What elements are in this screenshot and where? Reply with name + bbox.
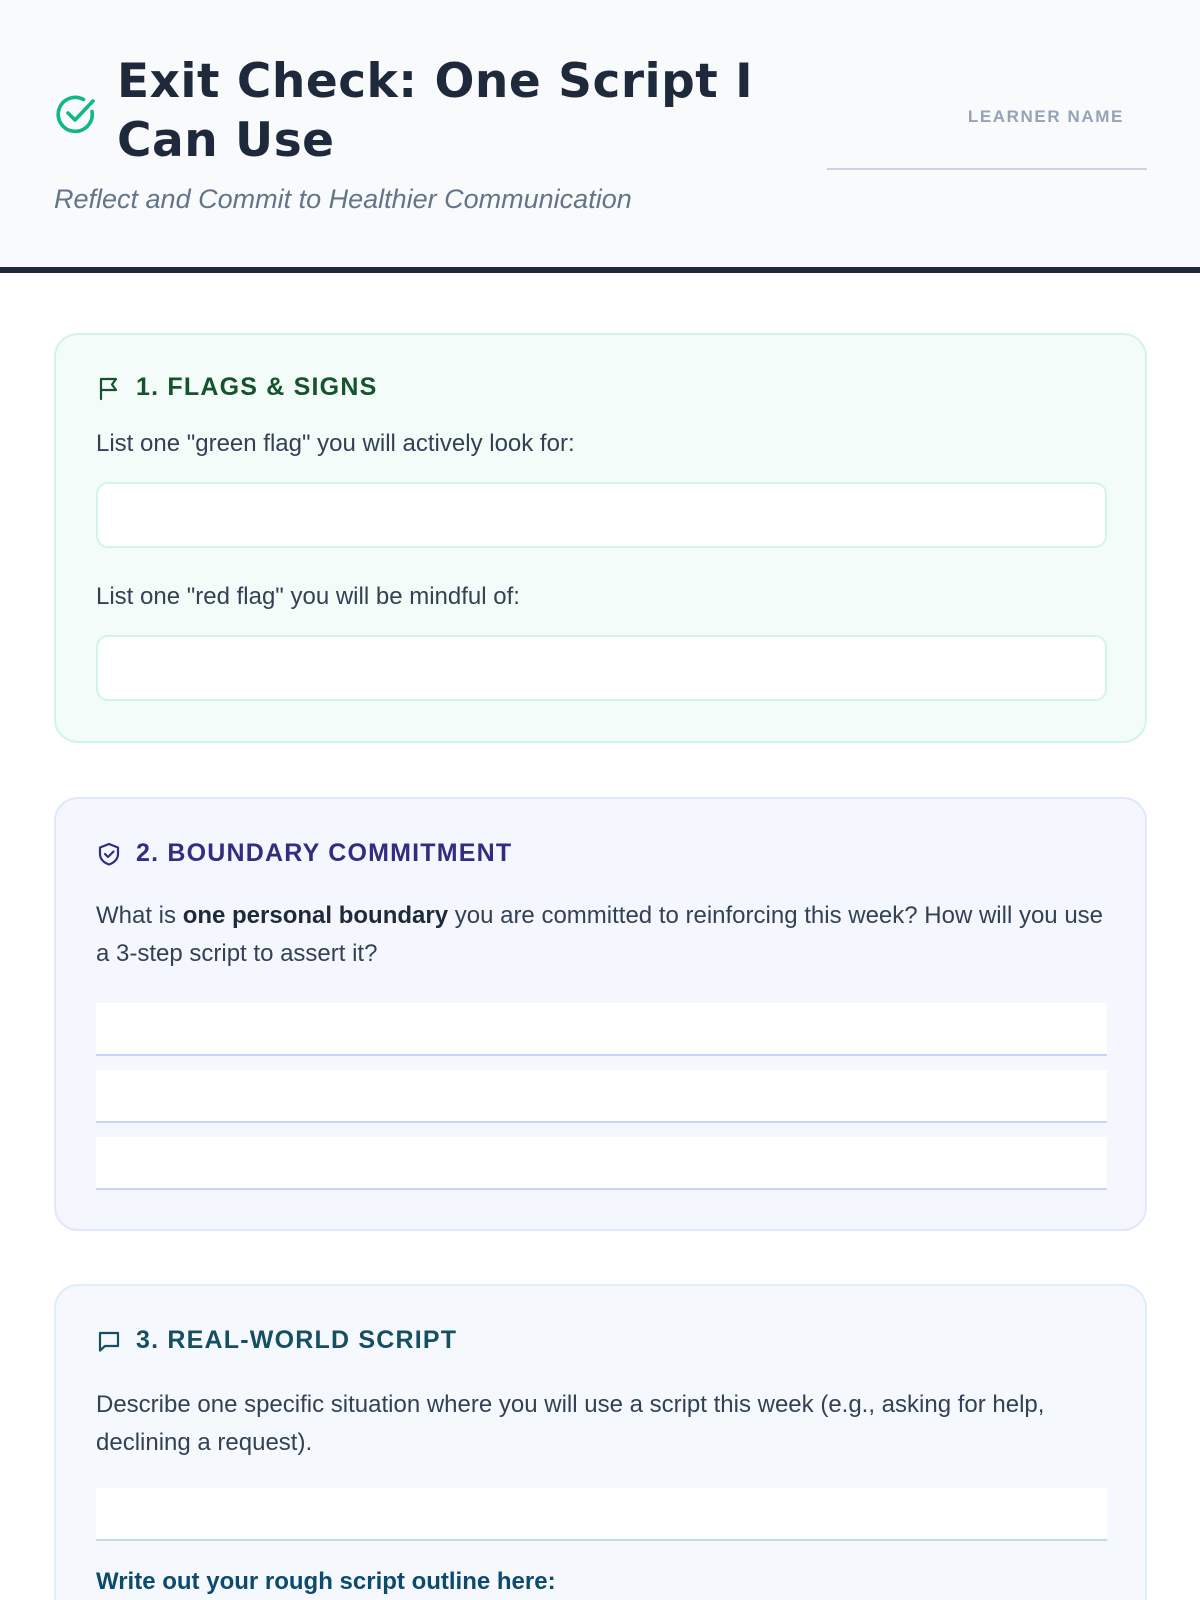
learner-name-label: LEARNER NAME (967, 107, 1124, 126)
boundary-prompt: What is one personal boundary you are committed to reinforcing this week? How will you use a 3-step script to assert it? (96, 902, 1104, 967)
worksheet-header (0, 0, 1200, 273)
section-flags-signs (54, 333, 1147, 743)
script-outline-label: Write out your rough script outline here: (96, 1568, 556, 1595)
section-boundary-commitment (54, 797, 1147, 1231)
red-flag-prompt: List one "red flag" you will be mindful of: (96, 583, 520, 610)
boundary-answer-line[interactable] (96, 1003, 1107, 1056)
section-header (96, 839, 512, 868)
situation-prompt: Describe one specific situation where you will use a script this week (e.g., asking for help, declining a request). (96, 1391, 1045, 1456)
check-circle-icon (54, 92, 98, 136)
boundary-answer-line[interactable] (96, 1137, 1107, 1190)
section-header (96, 1326, 457, 1355)
page-title: Exit Check: One Script I Can Use (117, 54, 754, 168)
section-title: 2. BOUNDARY COMMITMENT (136, 839, 513, 867)
shield-check-icon (96, 841, 122, 867)
red-flag-input[interactable] (96, 635, 1107, 701)
section-title: 1. FLAGS & SIGNS (136, 373, 378, 401)
section-real-world-script (54, 1284, 1147, 1600)
green-flag-input[interactable] (96, 482, 1107, 548)
chat-bubble-icon (96, 1328, 122, 1354)
flag-icon (96, 375, 122, 401)
section-header (96, 373, 377, 402)
situation-answer-line[interactable] (96, 1488, 1107, 1541)
boundary-answer-line[interactable] (96, 1070, 1107, 1123)
page-subtitle: Reflect and Commit to Healthier Communication (54, 184, 632, 214)
boundary-emphasis: one personal boundary (182, 902, 449, 929)
section-title: 3. REAL-WORLD SCRIPT (136, 1326, 458, 1354)
learner-name-field[interactable] (827, 168, 1147, 170)
green-flag-prompt: List one "green flag" you will actively look for: (96, 430, 575, 457)
